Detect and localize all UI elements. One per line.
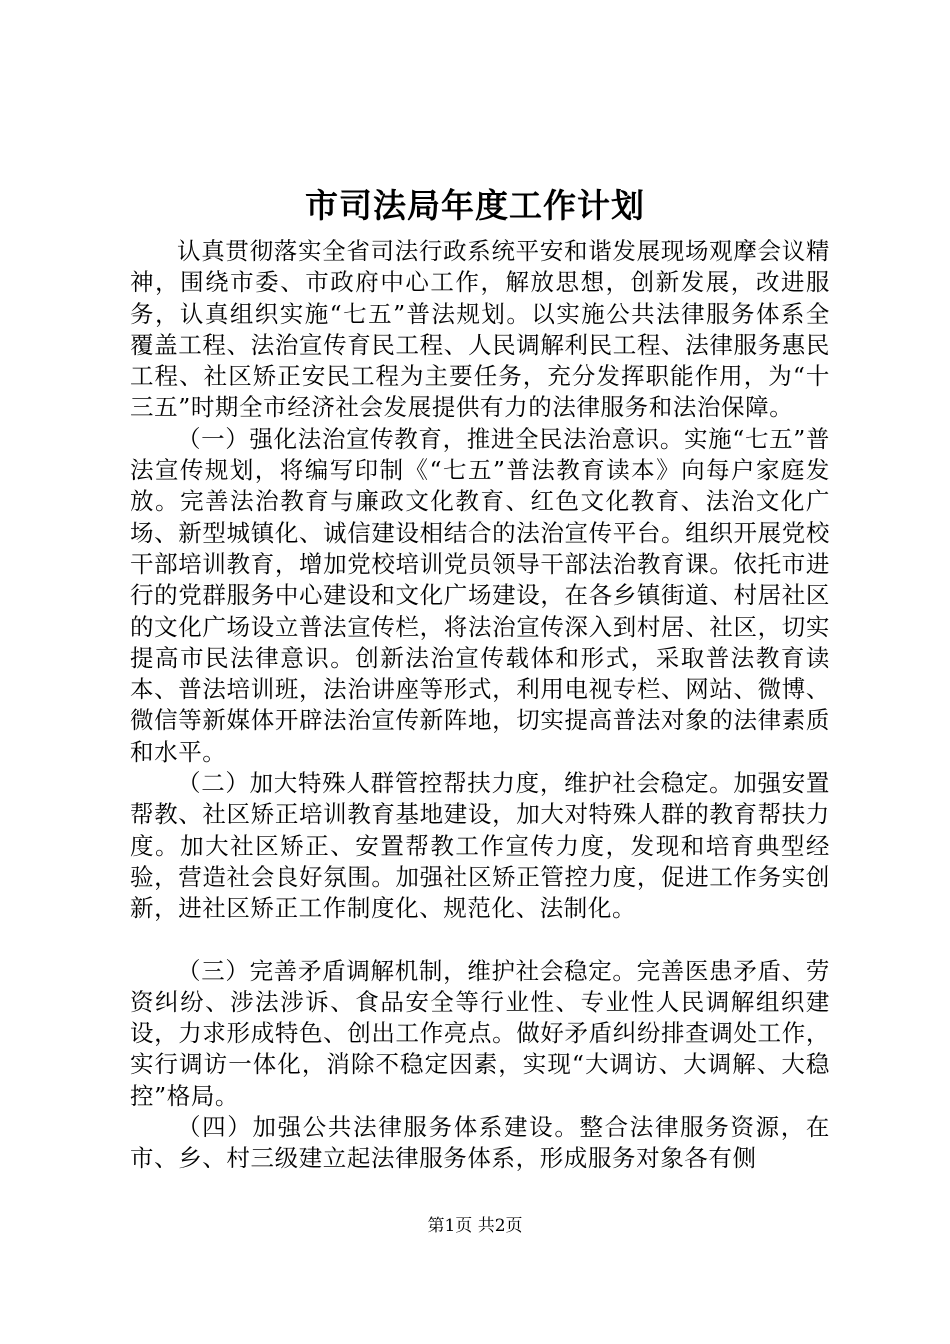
page-number-footer: 第1页 共2页 <box>427 1216 523 1236</box>
section-3-paragraph: （三）完善矛盾调解机制，维护社会稳定。完善医患矛盾、劳资纠纷、涉法涉诉、食品安全等行业性、专业性人民调解组织建设，力求形成特色、创出工作亮点。做好矛盾纠纷排查调处工作，实行调访一体化，消除不稳定因素，实现“大调访、大调解、大稳控”格局。 <box>130 956 830 1110</box>
section-4-paragraph: （四）加强公共法律服务体系建设。整合法律服务资源，在市、乡、村三级建立起法律服务体系，形成服务对象各有侧 <box>130 1113 830 1173</box>
document-body <box>130 236 830 1175</box>
document-title: 市司法局年度工作计划 <box>305 186 645 225</box>
intro-paragraph: 认真贯彻落实全省司法行政系统平安和谐发展现场观摩会议精神，围绕市委、市政府中心工作，解放思想，创新发展，改进服务，认真组织实施“七五”普法规划。以实施公共法律服务体系全覆盖工程、法治宣传育民工程、人民调解利民工程、法律服务惠民工程、社区矫正安民工程为主要任务，充分发挥职能作用，为“十三五”时期全市经济社会发展提供有力的法律服务和法治保障。 <box>130 237 830 422</box>
section-2-paragraph: （二）加大特殊人群管控帮扶力度，维护社会稳定。加强安置帮教、社区矫正培训教育基地建设，加大对特殊人群的教育帮扶力度。加大社区矫正、安置帮教工作宣传力度，发现和培育典型经验，营造社会良好氛围。加强社区矫正管控力度，促进工作务实创新，进社区矫正工作制度化、规范化、法制化。 <box>130 769 830 923</box>
section-1-paragraph: （一）强化法治宣传教育，推进全民法治意识。实施“七五”普法宣传规划，将编写印制《“七五”普法教育读本》向每户家庭发放。完善法治教育与廉政文化教育、红色文化教育、法治文化广场、新型城镇化、诚信建设相结合的法治宣传平台。组织开展党校干部培训教育，增加党校培训党员领导干部法治教育课。依托市进行的党群服务中心建设和文化广场建设，在各乡镇街道、村居社区的文化广场设立普法宣传栏，将法治宣传深入到村居、社区，切实提高市民法律意识。创新法治宣传载体和形式，采取普法教育读本、普法培训班，法治讲座等形式，利用电视专栏、网站、微博、微信等新媒体开辟法治宣传新阵地，切实提高普法对象的法律素质和水平。 <box>130 424 830 766</box>
